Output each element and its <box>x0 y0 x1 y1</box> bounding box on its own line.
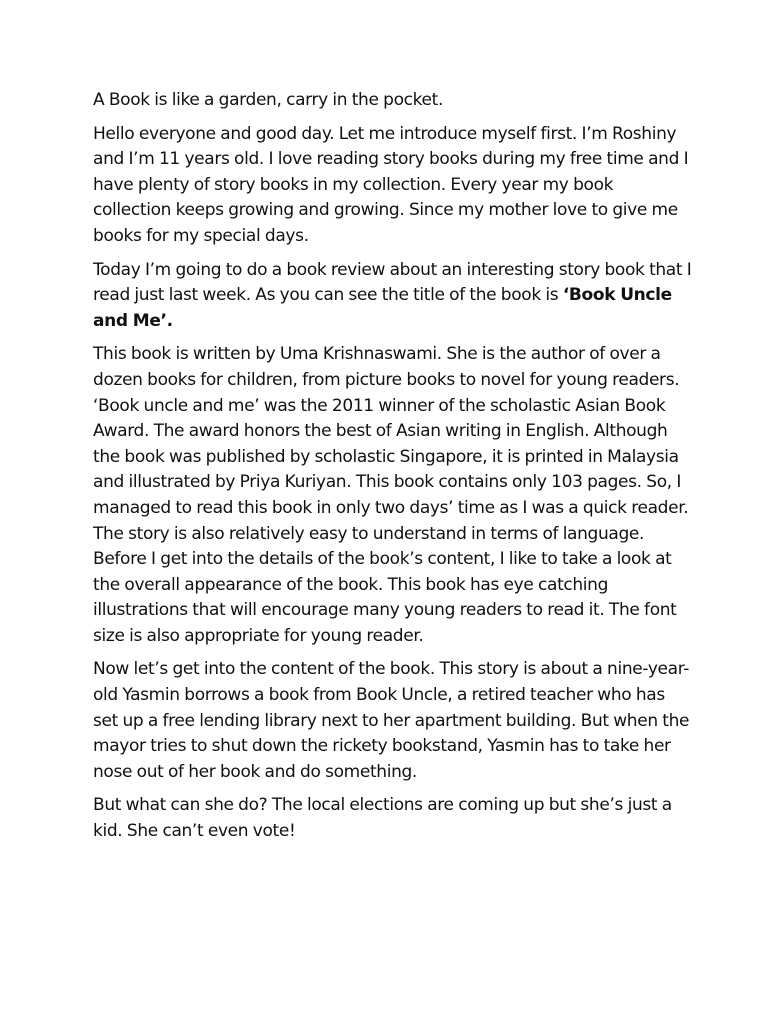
closing-text: But what can she do? The local elections are coming up but she’s just a kid. She can’t even vote! <box>93 795 672 842</box>
document-page <box>93 88 693 853</box>
quote-line <box>93 88 693 114</box>
intro-paragraph <box>93 122 693 250</box>
book-title: ‘Book Uncle and Me’. <box>93 285 672 331</box>
intro-text: Hello everyone and good day. Let me introduce myself first. I’m Roshiny and I’m 11 years old. I love reading story books during my free time and I have plenty of story books in my collection. Every year my book collection keeps growing and growing. Since my mother love to give me books for my special days. <box>93 123 689 246</box>
content-paragraph <box>93 657 693 785</box>
quote-text: A Book is like a garden, carry in the pocket. <box>93 90 443 110</box>
review-intro-paragraph <box>93 258 693 335</box>
closing-paragraph <box>93 793 693 844</box>
content-text: Now let’s get into the content of the book. This story is about a nine-year-old Yasmin borrows a book from Book Uncle, a retired teacher who has set up a free lending library next to her apartment building. But when the mayor tries to shut down the rickety bookstand, Yasmin has to take her nose out of her book and do something. <box>93 659 690 782</box>
review-intro-text: Today I’m going to do a book review about an interesting story book that I read just last week. As you can see the title of the book is <box>93 259 692 306</box>
author-text: This book is written by Uma Krishnaswami. She is the author of over a dozen books for children, from picture books to novel for young readers. ‘Book uncle and me’ was the 2011 winner of the scholastic Asian Book Award. The award honors the best of Asian writing in English. Although the book was published by scholastic Singapore, it is printed in Malaysia and illustrated by Priya Kuriyan. This book contains only 103 pages. So, I managed to read this book in only two days’ time as I was a quick reader. The story is also relatively easy to understand in terms of language. Before I get into the details of the book’s content, I like to take a look at the overall appearance of the book. This book has eye catching illustrations that will encourage many young readers to read it. The font size is also appropriate for young reader. <box>93 344 689 646</box>
author-paragraph <box>93 342 693 649</box>
